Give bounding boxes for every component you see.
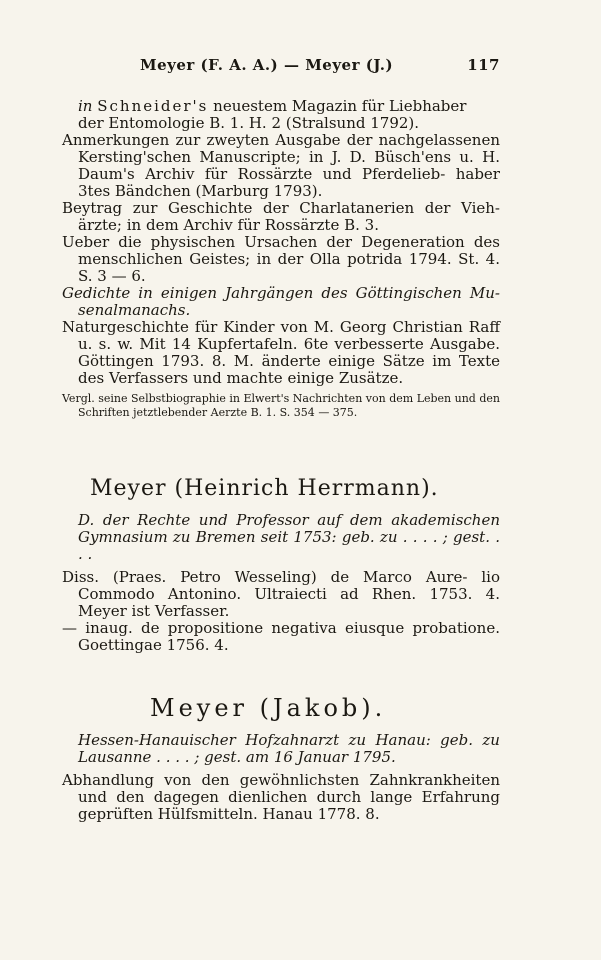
- entry-line: Goettingae 1756. 4.: [78, 636, 229, 654]
- entry-line: Raff u. s. w. Mit 14 Kupfertafeln. 6te verbesserte: [78, 318, 500, 353]
- entry-line: haber 3tes Bändchen (Marburg 1793).: [78, 165, 500, 200]
- entry-line: Kersting'schen Manuscripte; in J. D. Büsch'ens: [78, 148, 452, 166]
- line-text: neuestem Magazin für Liebhaber: [208, 97, 467, 115]
- continued-entry-line-1: [62, 98, 500, 115]
- entry-line: ärzte; in dem Archiv für Rossärzte B. 3.: [78, 216, 379, 234]
- bio-line: gest. . . .: [78, 528, 500, 563]
- section-meyer-heinrich: [62, 512, 500, 654]
- bio-line: D. der Rechte und Professor auf dem akademischen: [78, 511, 500, 529]
- entry-line: lio Commodo Antonino. Ultraiecti ad Rhen.: [78, 568, 500, 603]
- heading-meyer-jakob: Meyer (Jakob).: [150, 694, 387, 722]
- entry-line: senalmanachs.: [78, 301, 191, 319]
- author-biography: [62, 732, 500, 766]
- bibliography-entry: [62, 319, 500, 387]
- biography-note: [62, 392, 500, 420]
- entry-line: Abhandlung von den gewöhnlichsten Zahnkrankheiten: [62, 771, 500, 789]
- spaced-name: Schneider's: [97, 97, 209, 115]
- entry-line: menschlichen Geistes; in der Olla potrida 1794. St. 4.: [78, 250, 500, 268]
- continued-entry-line-2: der Entomologie B. 1. H. 2 (Stralsund 1792).: [78, 114, 420, 132]
- bibliography-entry: [62, 772, 500, 823]
- line-prefix: in: [78, 97, 98, 115]
- entry-line: u. H. Daum's Archiv für Rossärzte und Pferdelieb-: [78, 148, 500, 183]
- bibliography-entry: [62, 234, 500, 285]
- entry-line: Gedichte in einigen Jahrgängen des Göttingischen Mu-: [62, 284, 500, 302]
- running-head: Meyer (F. A. A.) — Meyer (J.): [140, 56, 394, 74]
- section-meyer-faa: [62, 98, 500, 420]
- entry-line: Diss. (Praes. Petro Wesseling) de Marco Aure-: [62, 568, 468, 586]
- bio-line: zu Lausanne . . . . ; gest. am 16 Januar 1795.: [78, 731, 500, 766]
- note-line: Vergl. seine Selbstbiographie in Elwert's Nachrichten von dem: [62, 392, 414, 405]
- page-number: 117: [467, 56, 500, 74]
- section-meyer-jakob: [62, 732, 500, 823]
- entry-line: Ausgabe. Göttingen 1793. 8. M. änderte einige Sätze: [78, 335, 500, 370]
- bio-line: Hessen-Hanauischer Hofzahnarzt zu Hanau: geb.: [78, 731, 474, 749]
- entry-line: Anmerkungen zur zweyten Ausgabe der nachgelassenen: [62, 131, 500, 149]
- entry-line: 1753. 4. Meyer ist Verfasser.: [78, 585, 500, 620]
- bibliography-entry: [62, 620, 500, 654]
- bibliography-entry: [62, 285, 500, 319]
- note-line: — 375.: [318, 406, 358, 419]
- entry-line: — inaug. de propositione negativa eiusque probatione.: [62, 619, 500, 637]
- note-line: Leben und den Schriften jetztlebender Aerzte B. 1. S. 354: [78, 392, 500, 419]
- bibliography-entry: [62, 132, 500, 200]
- entry-line: Ueber die physischen Ursachen der Degeneration des: [62, 233, 500, 251]
- entry-line: S. 3 — 6.: [78, 267, 146, 285]
- entry-line: Naturgeschichte für Kinder von M. Georg Christian: [62, 318, 463, 336]
- entry-line: Beytrag zur Geschichte der Charlatanerien der Vieh-: [62, 199, 500, 217]
- page-header: [140, 56, 500, 80]
- entry-line: geprüften Hülfsmitteln. Hanau 1778. 8.: [78, 805, 380, 823]
- bibliography-entry: [62, 200, 500, 234]
- heading-meyer-heinrich: Meyer (Heinrich Herrmann).: [90, 476, 439, 501]
- author-biography: [62, 512, 500, 563]
- entry-line: und den dagegen dienlichen durch lange Erfahrung: [78, 788, 500, 806]
- bibliography-entry: [62, 569, 500, 620]
- bio-line: Gymnasium zu Bremen seit 1753: geb. zu . . . . ;: [78, 528, 448, 546]
- entry-line: im Texte des Verfassers und machte einige Zusätze.: [78, 352, 500, 387]
